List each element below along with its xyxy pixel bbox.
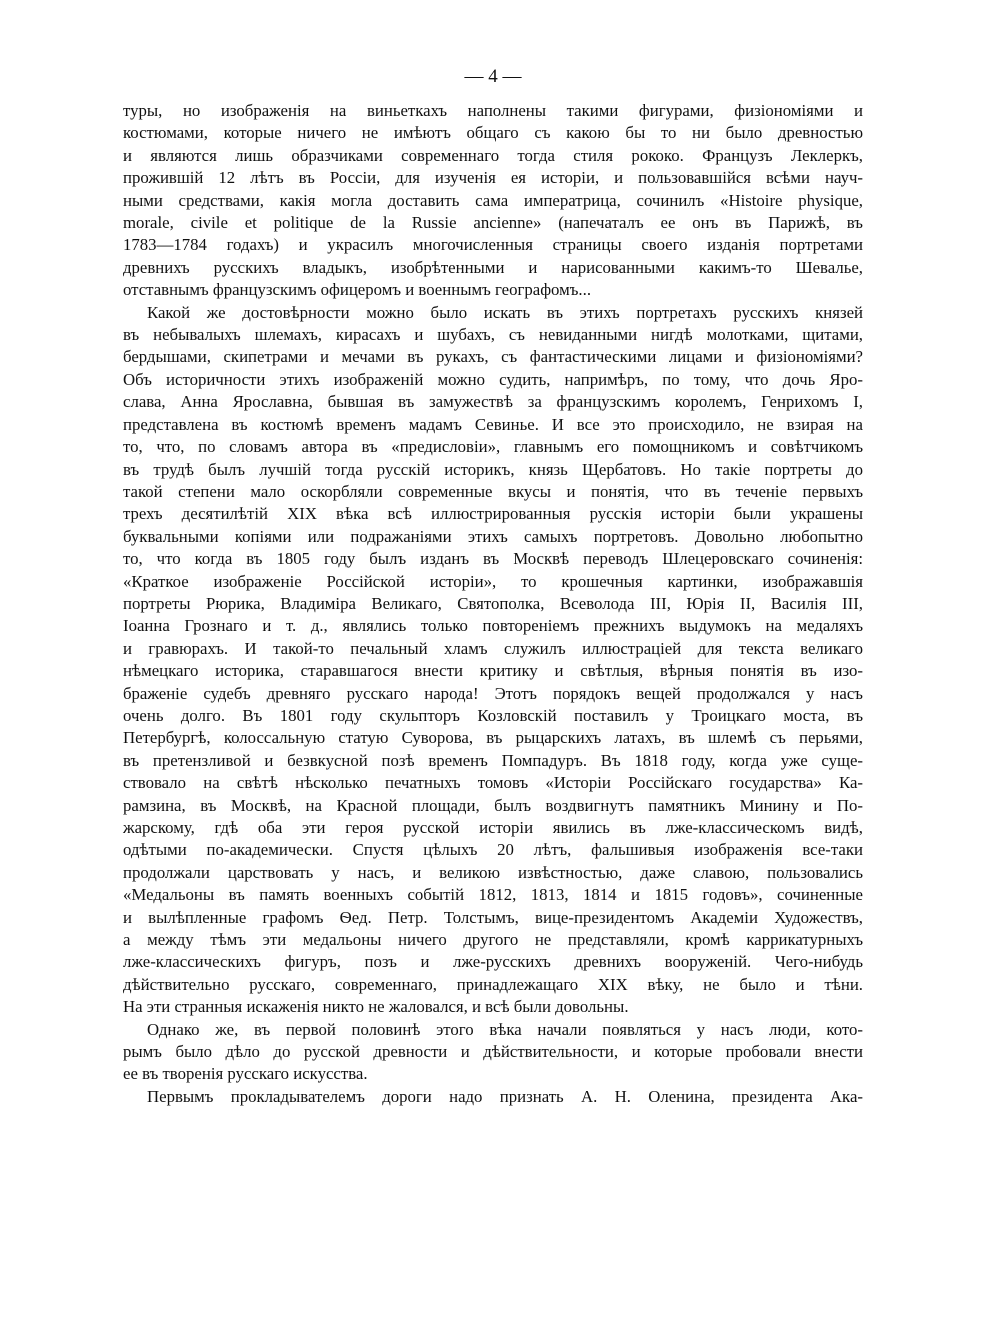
text-line: бердышами, скипетрами и мечами въ рукахъ, съ фантастическими лицами и физіономіями?: [123, 347, 863, 367]
text-line: ными средствами, какія могла доставить сама императрица, сочинилъ «Histoire physique,: [123, 190, 863, 210]
text-line: продолжали царствовать у насъ, и великою извѣстностью, даже славою, пользовались: [123, 862, 863, 882]
text-line: ствовало на свѣтѣ нѣсколько печатныхъ томовъ «Исторіи Россійскаго государства» Ка-: [123, 773, 863, 793]
text-line: въ небывалыхъ шлемахъ, кирасахъ и шубахъ, съ невиданными нигдѣ молотками, щитами,: [123, 325, 863, 345]
text-line: нѣмецкаго историка, старавшагося внести критику и свѣтлыя, вѣрныя понятія въ изо-: [123, 661, 863, 681]
text-line: прожившій 12 лѣтъ въ Россіи, для изученія ея исторіи, и пользовавшійся всѣми науч-: [123, 168, 863, 188]
text-line: древнихъ русскихъ владыкъ, изобрѣтенными и нарисованными какимъ-то Шевалье,: [123, 257, 863, 277]
text-line: Петербургѣ, колоссальную статую Суворова, въ рыцарскихъ латахъ, въ шлемѣ съ перьями,: [123, 728, 863, 748]
text-line: morale, civile et politique de la Russie ancienne» (напечаталъ ее онъ въ Парижѣ, въ: [123, 213, 863, 233]
text-line: отставнымъ французскимъ офицеромъ и военнымъ географомъ...: [123, 280, 592, 300]
text-line: На эти странныя искаженія никто не жаловался, и всѣ были довольны.: [123, 997, 629, 1017]
text-line: Какой же достовѣрности можно было искать въ этихъ портретахъ русскихъ князей: [147, 302, 863, 322]
text-line: представлена въ костюмѣ временъ мадамъ Севинье. И все это происходило, не взирая на: [123, 414, 863, 434]
text-line: портреты Рюрика, Владиміра Великаго, Святополка, Всеволода III, Юрія II, Василія III,: [123, 593, 863, 613]
text-line: «Медальоны въ память военныхъ событій 1812, 1813, 1814 и 1815 годовъ», сочиненные: [123, 885, 863, 905]
text-line: и являются лишь образчиками современнаго тогда стиля рококо. Французъ Леклеркъ,: [123, 145, 863, 165]
text-line: то, что когда въ 1805 году былъ изданъ въ Москвѣ переводъ Шлецеровскаго сочиненія:: [123, 549, 863, 569]
text-line: ее въ творенія русскаго искусства.: [123, 1064, 368, 1084]
text-line: въ трудѣ былъ лучшій тогда русскій историкъ, князь Щербатовъ. Но такіе портреты до: [123, 459, 863, 479]
text-line: а между тѣмъ эти медальоны ничего другого не представляли, кромѣ каррикатурныхъ: [123, 930, 863, 950]
text-line: въ претензливой и безвкусной позѣ временъ Помпадуръ. Въ 1818 году, когда уже суще-: [123, 750, 863, 770]
text-line: туры, но изображенія на виньеткахъ наполнены такими фигурами, физіономіями и: [123, 101, 863, 120]
text-line: Іоанна Грознаго и т. д., являлись только повтореніемъ прежнихъ выдумокъ на медаляхъ: [123, 616, 863, 636]
text-line: Однако же, въ первой половинѣ этого вѣка начали появляться у насъ люди, кото-: [147, 1019, 863, 1039]
text-line: жарскому, гдѣ оба эти героя русской исторіи явились въ лже-классическомъ видѣ,: [123, 818, 863, 837]
text-line: и вылѣпленные графомъ Ѳед. Петр. Толстымъ, вице-президентомъ Академіи Художествъ,: [123, 907, 863, 927]
text-line: лже-классическихъ фигуръ, позъ и лже-русскихъ древнихъ вооруженій. Чего-нибудь: [123, 952, 863, 972]
page-number: — 4 —: [464, 66, 522, 87]
text-line: 1783—1784 годахъ) и украсилъ многочисленныя страницы своего изданія портретами: [123, 235, 863, 255]
text-line: костюмами, которые ничего не имѣютъ общаго съ какою бы то ни было древностью: [123, 123, 863, 143]
text-line: и гравюрахъ. И такой-то печальный хламъ служилъ иллюстраціей для текста великаго: [123, 638, 863, 658]
paragraph-4: [123, 1086, 863, 1108]
text-line: то, что, по словамъ автора въ «предисловіи», главнымъ его помощникомъ и совѣтчикомъ: [123, 437, 863, 457]
text-line: Первымъ прокладывателемъ дороги надо признать А. Н. Оленина, президента Ака-: [147, 1086, 863, 1106]
paragraph-1: [123, 100, 863, 302]
text-line: очень долго. Въ 1801 году скульпторъ Козловскій поставилъ у Троицкаго моста, въ: [123, 705, 863, 725]
text-line: дѣйствительно русскаго, современнаго, принадлежащаго XIX вѣку, не было и тѣни.: [123, 974, 863, 994]
text-line: Объ историчности этихъ изображеній можно судить, напримѣръ, по тому, что дочь Яро-: [123, 369, 863, 389]
text-line: браженіе судебъ древняго русскаго народа! Этотъ порядокъ вещей продолжался у насъ: [123, 683, 863, 703]
text-line: слава, Анна Ярославна, бывшая въ замужествѣ за французскимъ королемъ, Генрихомъ I,: [123, 392, 863, 412]
text-line: одѣтыми по-академически. Спустя цѣлыхъ 20 лѣтъ, фальшивыя изображенія все-таки: [123, 840, 863, 860]
text-line: «Краткое изображеніе Россійской исторіи», то крошечныя картинки, изображавшія: [123, 571, 863, 591]
text-line: рамзина, въ Москвѣ, на Красной площади, былъ воздвигнутъ памятникъ Минину и По-: [123, 795, 863, 815]
text-line: трехъ десятилѣтій XIX вѣка всѣ иллюстрированныя русскія исторіи были украшены: [123, 504, 863, 524]
text-line: такой степени мало оскорбляли современные вкусы и понятія, что въ теченіе первыхъ: [123, 481, 863, 501]
paragraph-2: [123, 302, 863, 1019]
text-body: [123, 100, 863, 1108]
document-page: [123, 64, 863, 1108]
paragraph-3: [123, 1019, 863, 1086]
text-line: буквальными копіями или подражаніями этихъ самыхъ портретовъ. Довольно любопытно: [123, 526, 863, 546]
text-line: рымъ было дѣло до русской древности и дѣйствительности, и которые пробовали внести: [123, 1042, 863, 1062]
